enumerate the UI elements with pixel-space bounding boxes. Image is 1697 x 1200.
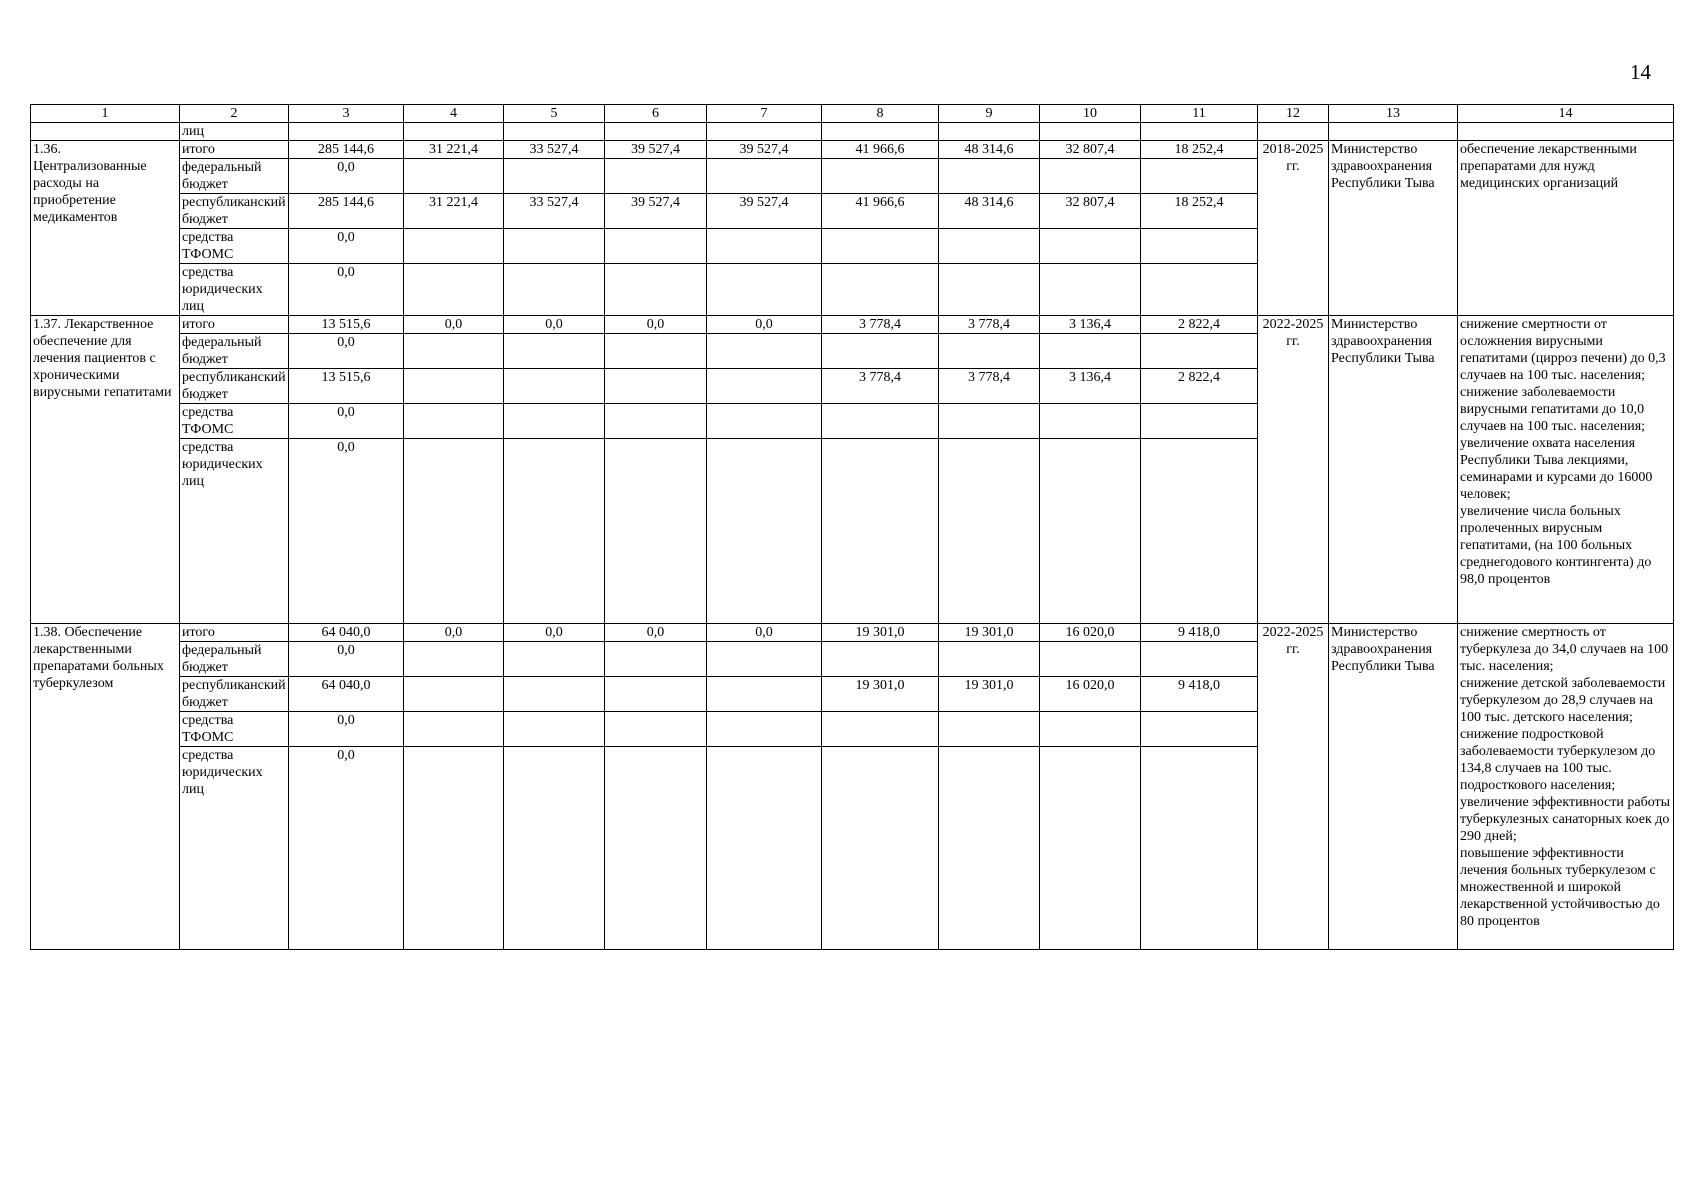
amount-cell [404,404,504,439]
amount-cell: 32 807,4 [1040,194,1141,229]
amount-cell: 48 314,6 [939,194,1040,229]
amount-cell: 0,0 [289,334,404,369]
amount-cell [605,677,707,712]
empty-cell [1329,123,1458,141]
amount-cell: 39 527,4 [707,141,822,159]
funding-source: средства ТФОМС [180,712,289,747]
amount-cell: 9 418,0 [1141,624,1258,642]
amount-cell [707,334,822,369]
amount-cell: 13 515,6 [289,369,404,404]
amount-cell: 3 136,4 [1040,369,1141,404]
empty-cell [289,123,404,141]
amount-cell [707,404,822,439]
amount-cell [404,159,504,194]
amount-cell: 19 301,0 [939,677,1040,712]
goal-text: обеспечение лекарственными препаратами для нужд медицинских организаций [1460,142,1637,191]
amount-cell [1040,404,1141,439]
period-cell: 2022-2025 гг. [1258,624,1329,950]
measure-row [31,624,1674,642]
column-number-cell: 6 [605,105,707,123]
goal-text: увеличение охвата населения Республики Тыва лекциями, семинарами и курсами до 16000 человек; [1460,436,1653,502]
amount-cell [939,712,1040,747]
amount-cell: 39 527,4 [605,141,707,159]
amount-cell [822,159,939,194]
amount-cell [1040,712,1141,747]
amount-cell [707,264,822,316]
amount-cell [822,712,939,747]
amount-cell: 48 314,6 [939,141,1040,159]
amount-cell: 41 966,6 [822,141,939,159]
amount-cell [504,369,605,404]
empty-cell [707,123,822,141]
amount-cell [822,404,939,439]
amount-cell: 41 966,6 [822,194,939,229]
funding-source: средства юридических лиц [180,747,289,950]
executor-cell: Министерство здравоохранения Республики Тыва [1329,316,1458,624]
amount-cell: 0,0 [289,159,404,194]
funding-source: средства ТФОМС [180,404,289,439]
goal-text: повышение эффективности лечения больных туберкулезом с множественной и широкой лекарственной устойчивостью до 80 процентов [1460,846,1660,929]
amount-cell [707,747,822,950]
amount-cell: 18 252,4 [1141,194,1258,229]
amount-cell [504,229,605,264]
amount-cell: 64 040,0 [289,624,404,642]
funding-source: республиканский бюджет [180,677,289,712]
empty-cell [1458,123,1674,141]
amount-cell: 19 301,0 [822,624,939,642]
funding-source: средства ТФОМС [180,229,289,264]
amount-cell: 19 301,0 [939,624,1040,642]
funding-source: итого [180,624,289,642]
amount-cell [1040,159,1141,194]
amount-cell [939,229,1040,264]
amount-cell [404,439,504,624]
period-cell: 2022-2025 гг. [1258,316,1329,624]
amount-cell [605,712,707,747]
empty-cell [404,123,504,141]
amount-cell [504,404,605,439]
goals-cell [1458,316,1674,624]
empty-cell [1258,123,1329,141]
goal-text: снижение детской заболеваемости туберкулезом до 28,9 случаев на 100 тыс. детского населения; [1460,676,1666,725]
program-activities-table [30,104,1674,950]
amount-cell: 31 221,4 [404,194,504,229]
column-numbers-row [31,105,1674,123]
column-number-cell: 14 [1458,105,1674,123]
column-number-cell: 1 [31,105,180,123]
measure-row [31,316,1674,334]
amount-cell: 31 221,4 [404,141,504,159]
amount-cell: 0,0 [707,624,822,642]
amount-cell [707,712,822,747]
amount-cell: 33 527,4 [504,141,605,159]
funding-source: федеральный бюджет [180,159,289,194]
funding-source: федеральный бюджет [180,334,289,369]
amount-cell [404,677,504,712]
amount-cell [404,642,504,677]
column-number-cell: 2 [180,105,289,123]
amount-cell [605,264,707,316]
amount-cell [404,264,504,316]
amount-cell: 64 040,0 [289,677,404,712]
amount-cell [1040,264,1141,316]
amount-cell [605,159,707,194]
amount-cell [1141,264,1258,316]
amount-cell [939,439,1040,624]
amount-cell [1040,439,1141,624]
amount-cell [1141,159,1258,194]
goal-text: снижение подростковой заболеваемости туберкулезом до 134,8 случаев на 100 тыс. подросткового населения; [1460,727,1656,793]
goals-cell [1458,624,1674,950]
column-number-cell: 11 [1141,105,1258,123]
amount-cell [939,264,1040,316]
column-number-cell: 5 [504,105,605,123]
amount-cell [1141,404,1258,439]
amount-cell [404,712,504,747]
empty-cell [939,123,1040,141]
amount-cell [504,159,605,194]
measure-name: 1.36. Централизованные расходы на приобретение медикаментов [31,141,180,316]
empty-cell [31,123,180,141]
amount-cell [504,642,605,677]
amount-cell: 13 515,6 [289,316,404,334]
amount-cell: 0,0 [289,712,404,747]
amount-cell: 2 822,4 [1141,369,1258,404]
measure-name: 1.38. Обеспечение лекарственными препаратами больных туберкулезом [31,624,180,950]
column-number-cell: 10 [1040,105,1141,123]
empty-cell [822,123,939,141]
continuation-row [31,123,1674,141]
amount-cell [605,404,707,439]
amount-cell [605,369,707,404]
amount-cell: 0,0 [289,404,404,439]
amount-cell: 0,0 [605,316,707,334]
amount-cell [1141,439,1258,624]
amount-cell: 16 020,0 [1040,624,1141,642]
amount-cell: 0,0 [404,316,504,334]
amount-cell: 3 778,4 [822,369,939,404]
amount-cell [822,264,939,316]
amount-cell [939,334,1040,369]
column-number-cell: 7 [707,105,822,123]
measure-name: 1.37. Лекарственное обеспечение для лечения пациентов с хроническими вирусными гепатитами [31,316,180,624]
amount-cell: 39 527,4 [605,194,707,229]
amount-cell: 32 807,4 [1040,141,1141,159]
empty-cell [1040,123,1141,141]
amount-cell: 0,0 [289,264,404,316]
amount-cell [605,642,707,677]
amount-cell: 33 527,4 [504,194,605,229]
empty-cell [605,123,707,141]
goal-text: снижение смертности от осложнения вирусными гепатитами (цирроз печени) до 0,3 случаев на 100 тыс. населения; [1460,317,1666,383]
amount-cell [605,747,707,950]
amount-cell: 0,0 [504,316,605,334]
executor-cell: Министерство здравоохранения Республики Тыва [1329,624,1458,950]
amount-cell: 0,0 [404,624,504,642]
amount-cell [504,712,605,747]
amount-cell [707,229,822,264]
amount-cell [707,677,822,712]
amount-cell [504,677,605,712]
amount-cell [504,334,605,369]
amount-cell [822,229,939,264]
continuation-label: лиц [180,123,289,141]
amount-cell: 3 136,4 [1040,316,1141,334]
goal-text: увеличение эффективности работы туберкулезных санаторных коек до 290 дней; [1460,795,1671,844]
measure-row [31,141,1674,159]
column-number-cell: 13 [1329,105,1458,123]
amount-cell [1141,712,1258,747]
funding-source: федеральный бюджет [180,642,289,677]
amount-cell [939,747,1040,950]
column-number-cell: 9 [939,105,1040,123]
amount-cell [404,229,504,264]
funding-source: республиканский бюджет [180,369,289,404]
amount-cell: 285 144,6 [289,194,404,229]
amount-cell: 2 822,4 [1141,316,1258,334]
amount-cell: 0,0 [504,624,605,642]
amount-cell: 285 144,6 [289,141,404,159]
amount-cell: 39 527,4 [707,194,822,229]
column-number-cell: 3 [289,105,404,123]
amount-cell: 19 301,0 [822,677,939,712]
amount-cell: 18 252,4 [1141,141,1258,159]
amount-cell [1141,642,1258,677]
amount-cell [822,747,939,950]
amount-cell [605,439,707,624]
amount-cell [1040,334,1141,369]
amount-cell [822,439,939,624]
goal-text: снижение смертность от туберкулеза до 34,0 случаев на 100 тыс. населения; [1460,625,1669,674]
empty-cell [504,123,605,141]
amount-cell: 9 418,0 [1141,677,1258,712]
amount-cell [939,159,1040,194]
amount-cell [707,159,822,194]
page-number: 14 [1630,60,1651,84]
empty-cell [1141,123,1258,141]
amount-cell: 0,0 [707,316,822,334]
funding-source: итого [180,141,289,159]
column-number-cell: 12 [1258,105,1329,123]
amount-cell [605,334,707,369]
amount-cell [404,334,504,369]
amount-cell [1040,642,1141,677]
amount-cell [1141,747,1258,950]
period-cell: 2018-2025 гг. [1258,141,1329,316]
column-number-cell: 8 [822,105,939,123]
amount-cell: 0,0 [605,624,707,642]
amount-cell: 0,0 [289,747,404,950]
amount-cell: 3 778,4 [939,369,1040,404]
amount-cell [939,404,1040,439]
funding-source: республиканский бюджет [180,194,289,229]
amount-cell [1040,229,1141,264]
amount-cell [822,642,939,677]
funding-source: итого [180,316,289,334]
amount-cell: 3 778,4 [939,316,1040,334]
amount-cell: 0,0 [289,642,404,677]
funding-source: средства юридических лиц [180,264,289,316]
amount-cell: 3 778,4 [822,316,939,334]
amount-cell [504,264,605,316]
amount-cell [504,439,605,624]
amount-cell [822,334,939,369]
amount-cell [1141,229,1258,264]
amount-cell [404,747,504,950]
amount-cell [504,747,605,950]
amount-cell [1141,334,1258,369]
column-number-cell: 4 [404,105,504,123]
amount-cell [939,642,1040,677]
amount-cell: 16 020,0 [1040,677,1141,712]
amount-cell: 0,0 [289,229,404,264]
amount-cell [1040,747,1141,950]
amount-cell [707,369,822,404]
goal-text: снижение заболеваемости вирусными гепатитами до 10,0 случаев на 100 тыс. населения; [1460,385,1646,434]
amount-cell [707,439,822,624]
goal-text: увеличение числа больных пролеченных вирусным гепатитами, (на 100 больных среднегодового контингента) до 98,0 процентов [1460,504,1652,587]
goals-cell [1458,141,1674,316]
amount-cell [605,229,707,264]
amount-cell [404,369,504,404]
amount-cell: 0,0 [289,439,404,624]
executor-cell: Министерство здравоохранения Республики Тыва [1329,141,1458,316]
amount-cell [707,642,822,677]
funding-source: средства юридических лиц [180,439,289,624]
